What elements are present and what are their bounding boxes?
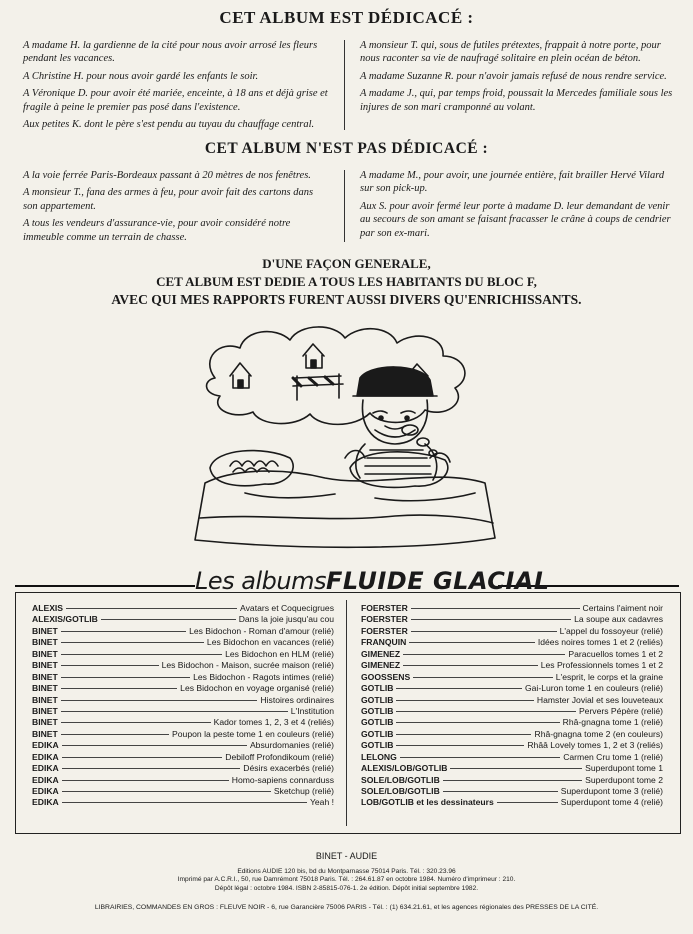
album-row: GIMENEZ Paracuellos tomes 1 et 2 [361,648,663,659]
imprint-block [0,868,693,893]
banner-rule-left [15,585,195,587]
dedicated-left-column [23,39,328,135]
dedicated-heading: CET ALBUM EST DÉDICACÉ : [219,8,474,27]
album-row: FOERSTER Certains l'aiment noir [361,603,663,613]
dedicated-right-column [360,39,675,118]
general-line: D'UNE FAÇON GENERALE, [262,256,431,271]
album-row: GOTLIB Rhâ-gnagna tome 2 (en couleurs) [361,728,663,739]
dedication-text: A Christine H. pour nous avoir gardé les enfants le soir. [23,70,259,82]
album-row: EDIKA Désirs exacerbés (relié) [32,763,334,774]
album-row: SOLE/LOB/GOTLIB Superdupont tome 2 [361,774,663,785]
dedication-text: A Véronique D. pour avoir été mariée, enceinte, à 18 ans et déjà grise et fragile à peine le premier pas posé dans l'existence. [23,88,328,113]
publisher-credit: BINET - AUDIE [315,851,378,861]
album-row: GIMENEZ Les Professionnels tomes 1 et 2 [361,660,663,671]
album-list-left [32,603,334,809]
not-dedicated-right-column [360,169,675,244]
album-row: GOTLIB Hamster Jovial et ses louveteaux [361,694,663,705]
album-row: BINET Les Bidochon - Ragots intimes (relié) [32,671,334,682]
dedication-text: A tous les vendeurs d'assurance-vie, pour avoir considéré notre immeuble comme un terrain de chasse. [23,218,291,243]
album-row: FRANQUIN Idées noires tomes 1 et 2 (reliés) [361,637,663,648]
album-row: BINET Les Bidochon en HLM (relié) [32,648,334,659]
album-list-divider [346,600,347,826]
album-row: EDIKA Yeah ! [32,797,334,808]
album-row: BINET Les Bidochon en vacances (relié) [32,637,334,648]
general-dedication [0,255,693,309]
album-row: FOERSTER L'appel du fossoyeur (relié) [361,625,663,636]
not-dedicated-heading: CET ALBUM N'EST PAS DÉDICACÉ : [204,140,489,157]
album-row: SOLE/LOB/GOTLIB Superdupont tome 3 (relié) [361,786,663,796]
dedication-text: Aux petites K. dont le père s'est pendu au tuyau du chauffage central. [23,119,315,131]
album-row: BINET Les Bidochon - Roman d'amour (relié) [32,625,334,636]
imprint-line: Editions AUDIE 120 bis, bd du Montparnasse 75014 Paris. Tél. : 320.23.96 [237,868,456,875]
album-row: EDIKA Debiloff Profondikoum (relié) [32,751,334,762]
album-row: GOTLIB Rhâ-gnagna tome 1 (relié) [361,717,663,728]
distribution-line: LIBRAIRIES, COMMANDES EN GROS : FLEUVE NOIR - 6, rue Garancière 75006 PARIS - Tél. : (1) 634.21.61, et les agences régionales des PRESSES DE LA CITÉ. [94,904,599,911]
column-divider [344,170,345,242]
column-divider [344,40,345,130]
album-row: FOERSTER La soupe aux cadavres [361,614,663,625]
general-line: CET ALBUM EST DEDIE A TOUS LES HABITANTS DU BLOC F, [156,274,537,289]
album-row: GOTLIB Pervers Pépère (relié) [361,705,663,716]
album-row: EDIKA Homo-sapiens connarduss [32,774,334,785]
dedication-text: A madame H. la gardienne de la cité pour nous avoir arrosé les fleurs pendant les vacances. [23,40,318,65]
album-row: GOTLIB Rhââ Lovely tomes 1, 2 et 3 (reliés) [361,740,663,751]
album-row: BINET Les Bidochon en voyage organisé (relié) [32,683,334,694]
album-row: BINET Poupon la peste tome 1 en couleurs (relié) [32,728,334,739]
album-row: ALEXIS Avatars et Coquecigrues [32,603,334,613]
album-row: LOB/GOTLIB et les dessinateurs Superdupont tome 4 (relié) [361,797,663,808]
album-row: BINET L'Institution [32,705,334,716]
album-list-right [361,603,663,809]
imprint-line: Imprimé par A.C.R.I., 50, rue Damrémont 75018 Paris. Tél. : 264.61.87 en octobre 1984. Numéro d'imprimeur : 210. [177,876,516,884]
album-row: EDIKA Absurdomanies (relié) [32,740,334,751]
album-row: BINET Kador tomes 1, 2, 3 et 4 (reliés) [32,717,334,728]
dedication-text: A madame M., pour avoir, une journée entière, fait brailler Hervé Vilard sur son pick-up. [360,170,665,195]
dedication-text: Aux S. pour avoir fermé leur porte à madame D. leur demandant de venir au secours de son amant se faisant fracasser le crâne à coups de cendrier par son ex-mari. [360,200,671,239]
dedication-text: A madame J., qui, par temps froid, poussait la Mercedes familiale sous les injures de son mari cramponné au volant. [360,88,673,113]
dedication-text: A madame Suzanne R. pour n'avoir jamais refusé de nous rendre service. [360,70,667,82]
dedication-text: A monsieur T. qui, sous de futiles prétextes, frappait à notre porte, pour nous raconter sa vie de naufragé solitaire en plein océan de béton. [360,40,661,65]
album-row: LELONG Carmen Cru tome 1 (relié) [361,751,663,762]
album-row: GOOSSENS L'esprit, le corps et la graine [361,671,663,682]
album-row: ALEXIS/GOTLIB Dans la joie jusqu'au cou [32,614,334,625]
general-line: AVEC QUI MES RAPPORTS FURENT AUSSI DIVERS QU'ENRICHISSANTS. [111,292,582,307]
album-row: ALEXIS/LOB/GOTLIB Superdupont tome 1 [361,763,663,774]
dedication-text: A monsieur T., fana des armes à feu, pour avoir fait des cartons dans son appartement. [23,187,314,212]
album-row: GOTLIB Gai-Luron tome 1 en couleurs (relié) [361,683,663,694]
imprint-line: Dépôt légal : octobre 1984. ISBN 2-85815-076-1. 2e édition. Dépôt initial septembre 1982. [214,884,479,892]
sleeping-man-illustration [175,318,515,558]
not-dedicated-left-column [23,169,328,248]
fluide-glacial-logo: Les albumsFLUIDE GLACIAL [195,567,550,595]
album-row: EDIKA Sketchup (relié) [32,786,334,796]
album-row: BINET Histoires ordinaires [32,694,334,705]
dedication-text: A la voie ferrée Paris-Bordeaux passant à 20 mètres de nos fenêtres. [23,170,311,181]
album-row: BINET Les Bidochon - Maison, sucrée maison (relié) [32,660,334,671]
